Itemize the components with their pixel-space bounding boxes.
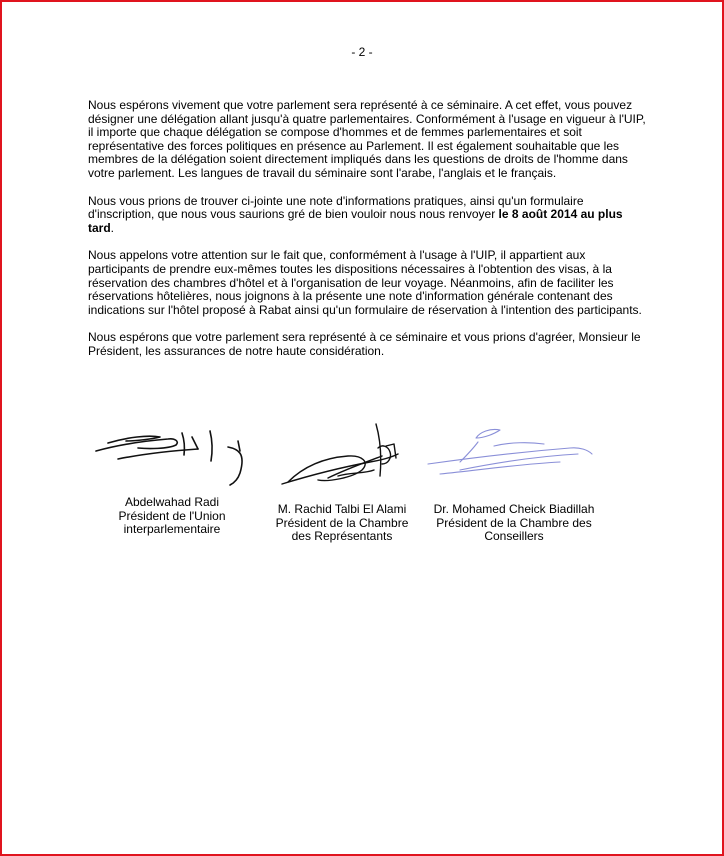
signatory-radi [92, 496, 252, 537]
signatory-name: Dr. Mohamed Cheick Biadillah [433, 502, 595, 516]
paragraph-travel: Nous appelons votre attention sur le fait que, conformément à l'usage à l'UIP, il appartient aux participants de prendre eux-mêmes toutes les dispositions nécessaires à l'obtention des visas, à la réservation des chambres d'hôtel et à l'organisation de leur voyage. Néanmoins, afin de faciliter les réservations hôtelières, nous joignons à la présente une note d'information générale contenant des indications sur l'hôtel proposé à Rabat ainsi qu'un formulaire de réservation à l'intention des participants. [88, 248, 642, 317]
signatory-talbi [262, 503, 422, 544]
paragraph-delegation: Nous espérons vivement que votre parlement sera représenté à ce séminaire. A cet effet, vous pouvez désigner une délégation allant jusqu'à quatre parlementaires. Conformément à l'usage en vigueur à l'UIP, il importe que chaque délégation se compose d'hommes et de femmes parlementaires et soit représentative des forces politiques en présence au Parlement. Il est également souhaitable que les membres de la délégation soient directement impliqués dans les questions de droits de l'homme dans votre parlement. Les langues de travail du séminaire sont l'arabe, l'anglais et le français. [88, 98, 646, 180]
letter-body [88, 99, 648, 373]
paragraph-closing: Nous espérons que votre parlement sera représenté à ce séminaire et vous prions d'agréer, Monsieur le Président, les assurances de notre haute considération. [88, 330, 641, 358]
signatory-name: Abdelwahad Radi [124, 495, 220, 509]
signatory-title: Président de la Chambre des [436, 515, 592, 530]
signatory-name: M. Rachid Talbi El Alami [277, 502, 407, 516]
signature-biadillah [420, 424, 600, 490]
paragraph-registration-text: Nous vous prions de trouver ci-jointe une note d'informations pratiques, ainsi qu'un formulaire d'inscription, que nous vous saurions gré de bien vouloir nous nous renvoyer [88, 193, 584, 222]
signature-radi [88, 415, 258, 495]
page-number: - 2 - [351, 45, 373, 59]
signatory-title: des Représentants [291, 529, 393, 544]
paragraph-registration [88, 195, 648, 236]
signature-talbi [278, 418, 408, 498]
paragraph-registration-end: . [110, 220, 115, 235]
signatory-title: Président de l'Union [118, 508, 226, 523]
signatory-title: Président de la Chambre [275, 515, 409, 530]
signatory-biadillah [424, 503, 604, 544]
registration-deadline: le 8 août 2014 au plus tard [88, 207, 623, 235]
signatory-title: Conseillers [484, 529, 544, 544]
signatory-title: interparlementaire [123, 522, 221, 537]
